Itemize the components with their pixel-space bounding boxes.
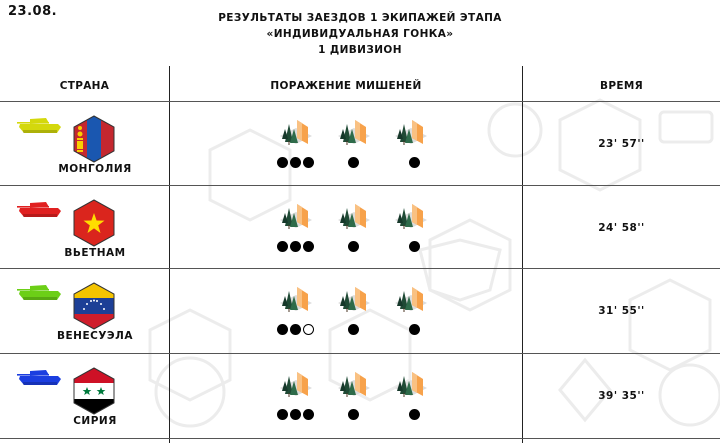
shot-results — [409, 241, 420, 253]
country-name: СИРИЯ — [73, 415, 117, 427]
target-icon — [278, 368, 314, 402]
hit-marker — [409, 409, 420, 420]
shot-results — [277, 157, 314, 169]
hit-marker — [277, 324, 288, 335]
hit-marker — [409, 324, 420, 335]
hit-marker — [303, 241, 314, 252]
target-icon — [336, 200, 372, 234]
tank-icon — [16, 366, 62, 388]
table-row — [0, 186, 720, 269]
hit-marker — [290, 409, 301, 420]
tank-icon — [16, 114, 62, 136]
race-time: 24' 58'' — [598, 222, 645, 234]
race-time: 39' 35'' — [598, 390, 645, 402]
country-name: ВЬЕТНАМ — [64, 247, 126, 259]
target-icon — [336, 368, 372, 402]
hit-marker — [290, 241, 301, 252]
hit-marker — [409, 157, 420, 168]
target-icon — [393, 116, 429, 150]
row-divider — [0, 438, 720, 439]
target-icon — [336, 283, 372, 317]
tank-icon — [16, 198, 62, 220]
title-line-3: 1 ДИВИЗИОН — [318, 44, 402, 56]
title-line-2: «ИНДИВИДУАЛЬНАЯ ГОНКА» — [266, 28, 454, 40]
hit-marker — [348, 409, 359, 420]
page-title — [150, 10, 570, 58]
syria-flag-icon — [72, 366, 116, 416]
hit-marker — [348, 324, 359, 335]
hit-marker — [348, 241, 359, 252]
target-icon — [278, 116, 314, 150]
venezuela-flag-icon — [72, 281, 116, 331]
tank-icon — [16, 281, 62, 303]
mongolia-flag-icon — [72, 114, 116, 164]
target-icon — [393, 368, 429, 402]
hit-marker — [277, 409, 288, 420]
header-targets: ПОРАЖЕНИЕ МИШЕНЕЙ — [270, 80, 422, 92]
shot-results — [348, 157, 359, 169]
shot-results — [348, 409, 359, 421]
date-label: 23.08. — [8, 4, 58, 19]
country-name: МОНГОЛИЯ — [58, 163, 132, 175]
target-icon — [393, 200, 429, 234]
shot-results — [409, 324, 420, 336]
shot-results — [348, 241, 359, 253]
hit-marker — [303, 157, 314, 168]
hit-marker — [348, 157, 359, 168]
shot-results — [409, 409, 420, 421]
country-name: ВЕНЕСУЭЛА — [57, 330, 133, 342]
shot-results — [409, 157, 420, 169]
target-icon — [278, 283, 314, 317]
header-country: СТРАНА — [59, 80, 110, 92]
target-icon — [393, 283, 429, 317]
shot-results — [277, 409, 314, 421]
race-time: 31' 55'' — [598, 305, 645, 317]
vietnam-flag-icon — [72, 198, 116, 248]
shot-results — [277, 324, 314, 336]
header-time: ВРЕМЯ — [600, 80, 643, 92]
table-row — [0, 102, 720, 185]
miss-marker — [303, 324, 314, 335]
target-icon — [336, 116, 372, 150]
hit-marker — [277, 157, 288, 168]
hit-marker — [290, 324, 301, 335]
hit-marker — [303, 409, 314, 420]
hit-marker — [409, 241, 420, 252]
table-row — [0, 354, 720, 437]
hit-marker — [290, 157, 301, 168]
race-time: 23' 57'' — [598, 138, 645, 150]
shot-results — [277, 241, 314, 253]
title-line-1: РЕЗУЛЬТАТЫ ЗАЕЗДОВ 1 ЭКИПАЖЕЙ ЭТАПА — [218, 12, 502, 24]
table-row — [0, 269, 720, 352]
target-icon — [278, 200, 314, 234]
shot-results — [348, 324, 359, 336]
hit-marker — [277, 241, 288, 252]
